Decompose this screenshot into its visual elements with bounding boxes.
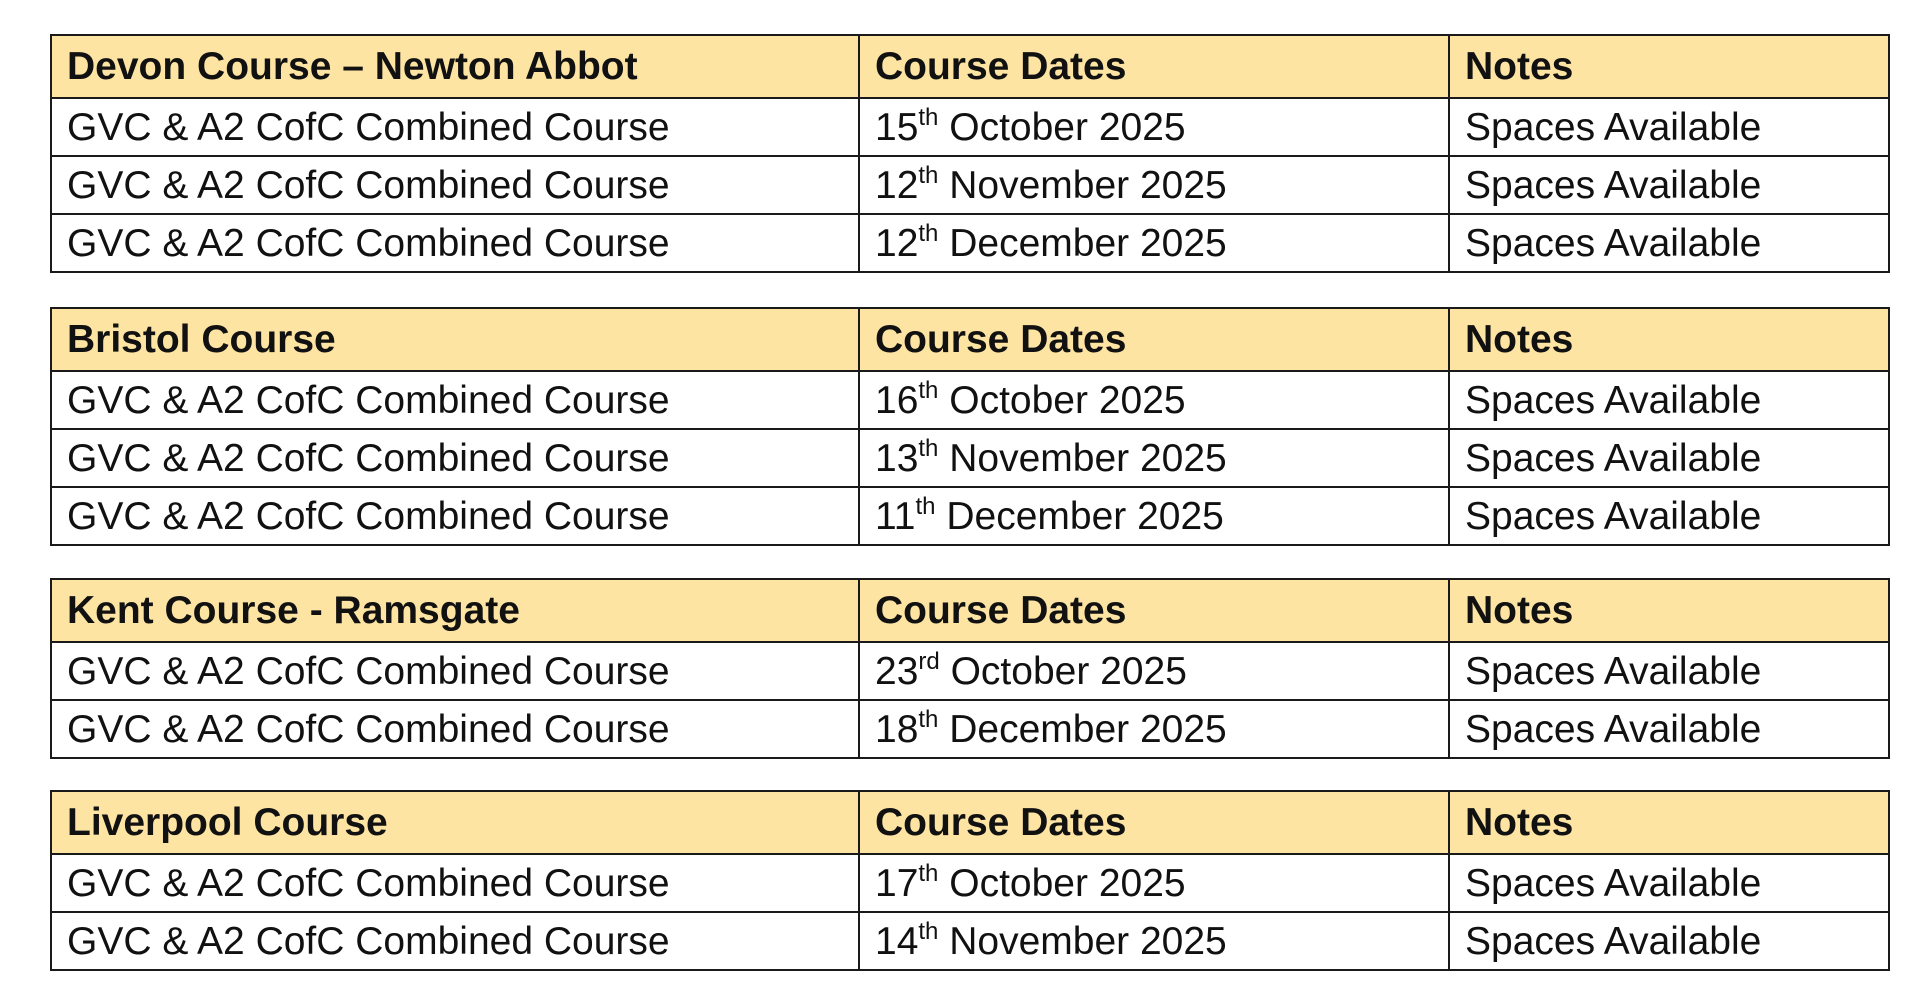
course-date bbox=[859, 854, 1449, 912]
date-day: 11 bbox=[875, 494, 916, 538]
notes-header: Notes bbox=[1449, 579, 1889, 642]
date-suffix: th bbox=[918, 376, 939, 404]
date-day: 13 bbox=[875, 436, 919, 480]
date-suffix: th bbox=[918, 219, 939, 247]
course-date bbox=[859, 912, 1449, 970]
date-month-year: October 2025 bbox=[949, 378, 1186, 422]
table-header-row bbox=[51, 579, 1889, 642]
date-suffix: th bbox=[918, 103, 939, 131]
table-row bbox=[51, 642, 1889, 700]
date-month-year: October 2025 bbox=[949, 105, 1186, 149]
table-row bbox=[51, 156, 1889, 214]
date-suffix: th bbox=[915, 492, 936, 520]
course-note: Spaces Available bbox=[1449, 156, 1889, 214]
course-note: Spaces Available bbox=[1449, 642, 1889, 700]
section-title: Liverpool Course bbox=[51, 791, 859, 854]
course-date bbox=[859, 429, 1449, 487]
course-name: GVC & A2 CofC Combined Course bbox=[51, 854, 859, 912]
section-title: Bristol Course bbox=[51, 308, 859, 371]
course-dates-header: Course Dates bbox=[859, 791, 1449, 854]
course-note: Spaces Available bbox=[1449, 487, 1889, 545]
table-row bbox=[51, 912, 1889, 970]
date-day: 14 bbox=[875, 919, 919, 963]
course-note: Spaces Available bbox=[1449, 700, 1889, 758]
course-dates-header: Course Dates bbox=[859, 35, 1449, 98]
date-day: 12 bbox=[875, 163, 919, 207]
course-name: GVC & A2 CofC Combined Course bbox=[51, 700, 859, 758]
table-row bbox=[51, 700, 1889, 758]
course-date bbox=[859, 98, 1449, 156]
course-note: Spaces Available bbox=[1449, 854, 1889, 912]
date-suffix: th bbox=[918, 434, 939, 462]
course-table-bristol bbox=[50, 307, 1890, 546]
table-row bbox=[51, 429, 1889, 487]
course-note: Spaces Available bbox=[1449, 214, 1889, 272]
table-header-row bbox=[51, 308, 1889, 371]
course-name: GVC & A2 CofC Combined Course bbox=[51, 98, 859, 156]
table-row bbox=[51, 214, 1889, 272]
course-note: Spaces Available bbox=[1449, 371, 1889, 429]
table-row bbox=[51, 371, 1889, 429]
date-suffix: th bbox=[918, 859, 939, 887]
date-month-year: October 2025 bbox=[950, 649, 1187, 693]
table-header-row bbox=[51, 791, 1889, 854]
course-name: GVC & A2 CofC Combined Course bbox=[51, 214, 859, 272]
date-suffix: rd bbox=[918, 647, 940, 675]
course-note: Spaces Available bbox=[1449, 429, 1889, 487]
table-row bbox=[51, 854, 1889, 912]
course-table-devon bbox=[50, 34, 1890, 273]
course-date bbox=[859, 487, 1449, 545]
course-name: GVC & A2 CofC Combined Course bbox=[51, 156, 859, 214]
course-table-kent bbox=[50, 578, 1890, 759]
course-name: GVC & A2 CofC Combined Course bbox=[51, 912, 859, 970]
date-month-year: December 2025 bbox=[949, 221, 1227, 265]
notes-header: Notes bbox=[1449, 35, 1889, 98]
course-name: GVC & A2 CofC Combined Course bbox=[51, 429, 859, 487]
course-name: GVC & A2 CofC Combined Course bbox=[51, 371, 859, 429]
course-note: Spaces Available bbox=[1449, 98, 1889, 156]
course-date bbox=[859, 642, 1449, 700]
date-day: 12 bbox=[875, 221, 919, 265]
course-table-liverpool bbox=[50, 790, 1890, 971]
course-name: GVC & A2 CofC Combined Course bbox=[51, 487, 859, 545]
notes-header: Notes bbox=[1449, 791, 1889, 854]
date-month-year: December 2025 bbox=[949, 707, 1227, 751]
date-day: 17 bbox=[875, 861, 919, 905]
course-name: GVC & A2 CofC Combined Course bbox=[51, 642, 859, 700]
section-title: Devon Course – Newton Abbot bbox=[51, 35, 859, 98]
course-dates-header: Course Dates bbox=[859, 308, 1449, 371]
notes-header: Notes bbox=[1449, 308, 1889, 371]
date-month-year: October 2025 bbox=[949, 861, 1186, 905]
section-title: Kent Course - Ramsgate bbox=[51, 579, 859, 642]
course-date bbox=[859, 700, 1449, 758]
date-day: 16 bbox=[875, 378, 919, 422]
course-note: Spaces Available bbox=[1449, 912, 1889, 970]
date-day: 18 bbox=[875, 707, 919, 751]
course-date bbox=[859, 371, 1449, 429]
date-suffix: th bbox=[918, 705, 939, 733]
course-date bbox=[859, 156, 1449, 214]
date-suffix: th bbox=[918, 917, 939, 945]
table-row bbox=[51, 98, 1889, 156]
course-date bbox=[859, 214, 1449, 272]
date-month-year: November 2025 bbox=[949, 436, 1227, 480]
date-month-year: November 2025 bbox=[949, 919, 1227, 963]
date-month-year: December 2025 bbox=[946, 494, 1224, 538]
date-day: 23 bbox=[875, 649, 919, 693]
date-month-year: November 2025 bbox=[949, 163, 1227, 207]
table-header-row bbox=[51, 35, 1889, 98]
table-row bbox=[51, 487, 1889, 545]
date-day: 15 bbox=[875, 105, 919, 149]
date-suffix: th bbox=[918, 161, 939, 189]
course-dates-header: Course Dates bbox=[859, 579, 1449, 642]
